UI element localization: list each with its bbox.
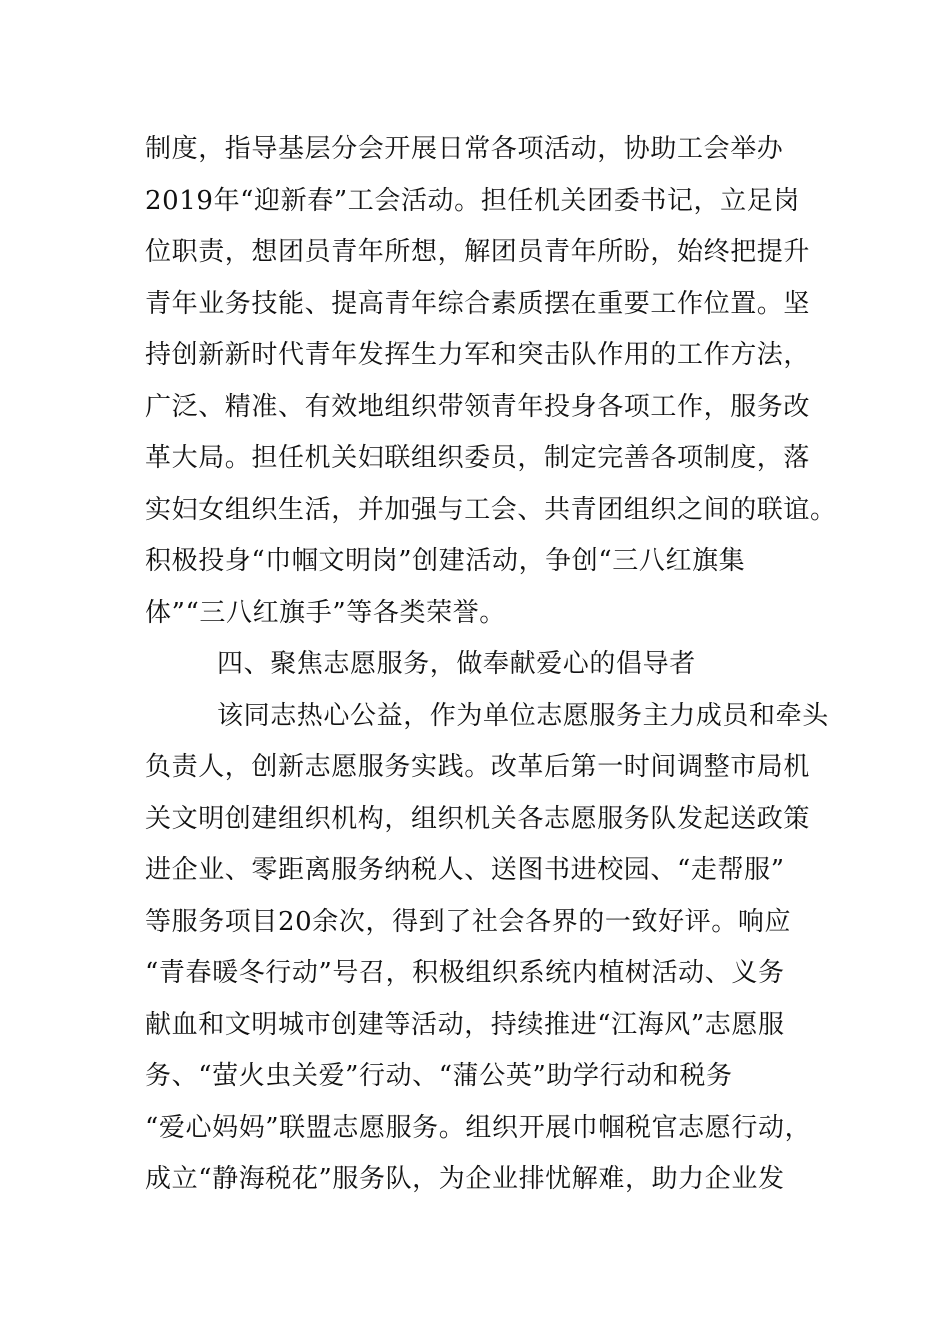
paragraph-line: 体”“三八红旗手”等各类荣誉。 xyxy=(145,597,506,628)
paragraph-line: 进企业、零距离服务纳税人、送图书进校园、“走帮服” xyxy=(145,855,785,885)
paragraph-line: 成立“静海税花”服务队，为企业排忧解难，助力企业发 xyxy=(145,1164,785,1194)
paragraph-line: 青年业务技能、提高青年综合素质摆在重要工作位置。坚 xyxy=(145,288,811,319)
paragraph-line: “青春暖冬行动”号召，积极组织系统内植树活动、义务 xyxy=(145,958,785,988)
paragraph-line: 关文明创建组织机构，组织机关各志愿服务队发起送政策 xyxy=(145,803,811,834)
paragraph-line: 该同志热心公益，作为单位志愿服务主力成员和牵头 xyxy=(217,700,829,731)
paragraph-line: 献血和文明城市创建等活动，持续推进“江海风”志愿服 xyxy=(145,1009,785,1040)
paragraph-line: 等服务项目20余次，得到了社会各界的一致好评。响应 xyxy=(145,906,792,937)
paragraph-line: 负责人，创新志愿服务实践。改革后第一时间调整市局机 xyxy=(145,752,811,782)
paragraph-line: 位职责，想团员青年所想，解团员青年所盼，始终把提升 xyxy=(145,237,811,267)
paragraph-line: 2019年“迎新春”工会活动。担任机关团委书记，立足岗 xyxy=(145,185,800,216)
paragraph-line: 制度，指导基层分会开展日常各项活动，协助工会举办 xyxy=(145,134,784,164)
paragraph-line: 务、“萤火虫关爱”行动、“蒲公英”助学行动和税务 xyxy=(145,1061,733,1091)
paragraph-line: “爱心妈妈”联盟志愿服务。组织开展巾帼税官志愿行动， xyxy=(145,1112,812,1143)
paragraph-line: 实妇女组织生活，并加强与工会、共青团组织之间的联谊。 xyxy=(145,494,837,525)
paragraph-line: 持创新新时代青年发挥生力军和突击队作用的工作方法， xyxy=(145,340,811,370)
paragraph-line: 广泛、精准、有效地组织带领青年投身各项工作，服务改 xyxy=(145,391,811,422)
document-body xyxy=(145,124,837,1206)
paragraph-line: 革大局。担任机关妇联组织委员，制定完善各项制度，落 xyxy=(145,443,811,473)
section-heading: 四、聚焦志愿服务，做奉献爱心的倡导者 xyxy=(217,649,696,679)
paragraph-line: 积极投身“巾帼文明岗”创建活动，争创“三八红旗集 xyxy=(145,546,746,576)
